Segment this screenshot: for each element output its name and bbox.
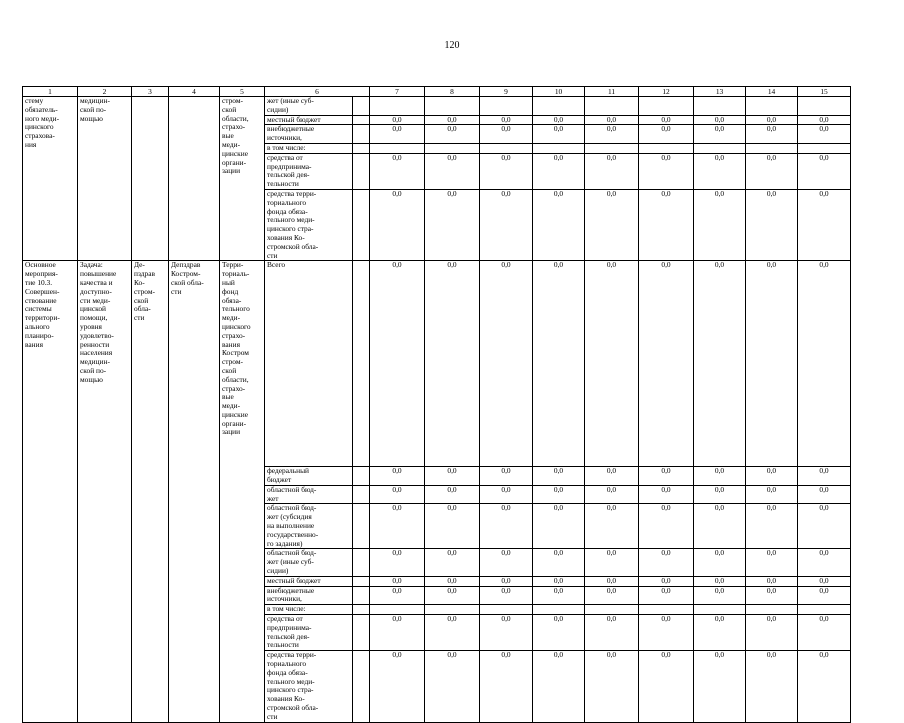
value-cell: 0,0 — [639, 485, 694, 504]
funding-source-cell: местный бюджет — [265, 576, 353, 586]
blank-cell — [353, 153, 370, 189]
value-cell: 0,0 — [480, 615, 533, 651]
blank-cell — [353, 651, 370, 722]
value-cell: 0,0 — [585, 261, 639, 467]
value-cell: 0,0 — [533, 153, 585, 189]
value-cell: 0,0 — [370, 576, 425, 586]
value-cell: 0,0 — [746, 467, 798, 486]
value-cell: 0,0 — [694, 485, 746, 504]
blank-cell — [353, 549, 370, 576]
value-cell: 0,0 — [746, 576, 798, 586]
value-cell: 0,0 — [370, 504, 425, 549]
funding-source-cell: внебюджетные источники, — [265, 586, 353, 605]
value-cell: 0,0 — [694, 261, 746, 467]
value-cell — [694, 97, 746, 116]
value-cell: 0,0 — [370, 549, 425, 576]
funding-source-cell: в том числе: — [265, 143, 353, 153]
value-cell: 0,0 — [480, 485, 533, 504]
value-cell: 0,0 — [585, 651, 639, 722]
measure-name-cell: стему обязатель- ного меди- цинского страхова- ния — [23, 97, 78, 261]
value-cell: 0,0 — [694, 189, 746, 260]
column-number-header: 10 — [533, 87, 585, 97]
responsible-cell: Де- пздрав Ко- стром- ской обла- сти — [132, 261, 169, 722]
funding-source-cell: средства от предпринима- тельской дея- тельности — [265, 615, 353, 651]
value-cell: 0,0 — [533, 115, 585, 125]
column-number-header: 9 — [480, 87, 533, 97]
blank-cell — [353, 261, 370, 467]
value-cell: 0,0 — [639, 189, 694, 260]
funding-source-cell: областной бюд- жет (иные суб- сидии) — [265, 549, 353, 576]
value-cell: 0,0 — [694, 651, 746, 722]
value-cell: 0,0 — [639, 504, 694, 549]
column-number-header: 15 — [798, 87, 851, 97]
measure-name-cell: Основное мероприя- тие 10.3. Совершен- ствование системы территори- ального планиро- вания — [23, 261, 78, 722]
page-number: 120 — [444, 40, 460, 51]
value-cell: 0,0 — [533, 651, 585, 722]
value-cell: 0,0 — [533, 125, 585, 144]
value-cell — [639, 97, 694, 116]
value-cell — [425, 97, 480, 116]
value-cell: 0,0 — [533, 467, 585, 486]
value-cell: 0,0 — [585, 615, 639, 651]
value-cell: 0,0 — [639, 125, 694, 144]
column-number-header: 6 — [265, 87, 370, 97]
blank-cell — [353, 615, 370, 651]
column-number-header: 1 — [23, 87, 78, 97]
value-cell: 0,0 — [480, 261, 533, 467]
funding-source-cell: средства от предпринима- тельской дея- тельности — [265, 153, 353, 189]
value-cell: 0,0 — [585, 586, 639, 605]
value-cell — [798, 605, 851, 615]
value-cell: 0,0 — [533, 189, 585, 260]
value-cell: 0,0 — [639, 153, 694, 189]
value-cell: 0,0 — [639, 261, 694, 467]
value-cell — [798, 97, 851, 116]
value-cell — [639, 605, 694, 615]
value-cell: 0,0 — [746, 125, 798, 144]
value-cell: 0,0 — [639, 651, 694, 722]
value-cell: 0,0 — [533, 261, 585, 467]
task-cell: Задача: повышение качества и доступно- сти меди- цинской помощи, уровня удовлетво- ренности населения медицин- ской по- мощью — [78, 261, 132, 722]
value-cell: 0,0 — [480, 651, 533, 722]
funding-source-cell: средства терри- ториального фонда обяза- тельного меди- цинского стра- хования Ко- стромской обла- сти — [265, 651, 353, 722]
funding-source-cell: областной бюд- жет (субсидия на выполнение государственно- го задания) — [265, 504, 353, 549]
value-cell: 0,0 — [370, 651, 425, 722]
responsible-cell — [132, 97, 169, 261]
value-cell: 0,0 — [533, 576, 585, 586]
value-cell: 0,0 — [370, 153, 425, 189]
value-cell — [425, 143, 480, 153]
value-cell: 0,0 — [694, 504, 746, 549]
blank-cell — [353, 586, 370, 605]
funding-source-cell: внебюджетные источники, — [265, 125, 353, 144]
value-cell: 0,0 — [694, 153, 746, 189]
value-cell: 0,0 — [798, 615, 851, 651]
value-cell: 0,0 — [694, 576, 746, 586]
value-cell: 0,0 — [639, 586, 694, 605]
funding-source-cell: Всего — [265, 261, 353, 467]
value-cell: 0,0 — [746, 485, 798, 504]
value-cell: 0,0 — [370, 586, 425, 605]
value-cell — [746, 143, 798, 153]
value-cell: 0,0 — [694, 615, 746, 651]
value-cell: 0,0 — [425, 586, 480, 605]
value-cell: 0,0 — [694, 586, 746, 605]
value-cell: 0,0 — [480, 125, 533, 144]
value-cell — [585, 605, 639, 615]
value-cell: 0,0 — [746, 153, 798, 189]
blank-cell — [353, 115, 370, 125]
funding-source-cell: федеральный бюджет — [265, 467, 353, 486]
value-cell: 0,0 — [370, 115, 425, 125]
value-cell: 0,0 — [425, 615, 480, 651]
value-cell: 0,0 — [425, 115, 480, 125]
value-cell: 0,0 — [370, 261, 425, 467]
column-number-header: 11 — [585, 87, 639, 97]
column-number-header: 12 — [639, 87, 694, 97]
value-cell: 0,0 — [425, 651, 480, 722]
header-row — [23, 87, 851, 97]
blank-cell — [353, 504, 370, 549]
funding-source-cell: областной бюд- жет — [265, 485, 353, 504]
value-cell: 0,0 — [480, 189, 533, 260]
value-cell: 0,0 — [694, 549, 746, 576]
value-cell — [533, 97, 585, 116]
column-number-header: 5 — [220, 87, 265, 97]
value-cell: 0,0 — [533, 615, 585, 651]
column-number-header: 4 — [169, 87, 220, 97]
value-cell: 0,0 — [798, 125, 851, 144]
value-cell: 0,0 — [480, 153, 533, 189]
budget-table — [22, 86, 851, 723]
blank-cell — [353, 189, 370, 260]
value-cell: 0,0 — [585, 576, 639, 586]
participants-cell: стром- ской области, страхо- вые меди- цинские органи- зации — [220, 97, 265, 261]
value-cell: 0,0 — [639, 549, 694, 576]
value-cell: 0,0 — [746, 115, 798, 125]
value-cell: 0,0 — [533, 549, 585, 576]
blank-cell — [353, 576, 370, 586]
value-cell: 0,0 — [425, 485, 480, 504]
value-cell: 0,0 — [480, 586, 533, 605]
value-cell: 0,0 — [425, 153, 480, 189]
value-cell: 0,0 — [585, 189, 639, 260]
value-cell: 0,0 — [746, 504, 798, 549]
value-cell: 0,0 — [370, 485, 425, 504]
value-cell: 0,0 — [746, 651, 798, 722]
blank-cell — [353, 125, 370, 144]
column-number-header: 2 — [78, 87, 132, 97]
value-cell — [746, 605, 798, 615]
value-cell: 0,0 — [585, 485, 639, 504]
value-cell: 0,0 — [425, 504, 480, 549]
column-number-header: 3 — [132, 87, 169, 97]
value-cell — [585, 97, 639, 116]
funding-source-cell: в том числе: — [265, 605, 353, 615]
value-cell — [480, 605, 533, 615]
value-cell: 0,0 — [798, 586, 851, 605]
value-cell — [480, 97, 533, 116]
value-cell: 0,0 — [798, 153, 851, 189]
value-cell — [694, 143, 746, 153]
value-cell: 0,0 — [585, 115, 639, 125]
value-cell — [370, 97, 425, 116]
table-row — [23, 261, 851, 467]
column-number-header: 14 — [746, 87, 798, 97]
executor-cell — [169, 97, 220, 261]
task-cell: медицин- ской по- мощью — [78, 97, 132, 261]
funding-source-cell: жет (иные суб- сидии) — [265, 97, 353, 116]
value-cell: 0,0 — [746, 549, 798, 576]
blank-cell — [353, 97, 370, 116]
funding-source-cell: местный бюджет — [265, 115, 353, 125]
value-cell: 0,0 — [798, 189, 851, 260]
blank-cell — [353, 467, 370, 486]
value-cell — [533, 143, 585, 153]
value-cell: 0,0 — [480, 504, 533, 549]
value-cell: 0,0 — [585, 467, 639, 486]
value-cell — [480, 143, 533, 153]
value-cell: 0,0 — [480, 576, 533, 586]
value-cell: 0,0 — [746, 189, 798, 260]
value-cell: 0,0 — [694, 125, 746, 144]
value-cell: 0,0 — [746, 261, 798, 467]
value-cell — [533, 605, 585, 615]
value-cell: 0,0 — [694, 467, 746, 486]
column-number-header: 13 — [694, 87, 746, 97]
blank-cell — [353, 485, 370, 504]
value-cell: 0,0 — [639, 115, 694, 125]
value-cell: 0,0 — [798, 261, 851, 467]
value-cell: 0,0 — [370, 615, 425, 651]
value-cell — [798, 143, 851, 153]
value-cell: 0,0 — [370, 125, 425, 144]
column-number-header: 8 — [425, 87, 480, 97]
value-cell: 0,0 — [425, 125, 480, 144]
value-cell: 0,0 — [798, 485, 851, 504]
value-cell: 0,0 — [798, 115, 851, 125]
value-cell: 0,0 — [480, 549, 533, 576]
value-cell: 0,0 — [585, 153, 639, 189]
executor-cell: Депздрав Костром- ской обла- сти — [169, 261, 220, 722]
value-cell: 0,0 — [798, 651, 851, 722]
value-cell: 0,0 — [425, 189, 480, 260]
value-cell: 0,0 — [370, 467, 425, 486]
table-row — [23, 97, 851, 116]
value-cell: 0,0 — [480, 467, 533, 486]
funding-source-cell: средства терри- ториального фонда обяза- тельного меди- цинского стра- хования Ко- стромской обла- сти — [265, 189, 353, 260]
value-cell: 0,0 — [639, 615, 694, 651]
value-cell: 0,0 — [798, 549, 851, 576]
blank-cell — [353, 143, 370, 153]
value-cell: 0,0 — [585, 504, 639, 549]
value-cell — [370, 143, 425, 153]
value-cell — [746, 97, 798, 116]
blank-cell — [353, 605, 370, 615]
value-cell: 0,0 — [746, 586, 798, 605]
value-cell: 0,0 — [425, 576, 480, 586]
value-cell: 0,0 — [425, 467, 480, 486]
value-cell: 0,0 — [533, 586, 585, 605]
value-cell — [694, 605, 746, 615]
value-cell — [585, 143, 639, 153]
value-cell: 0,0 — [798, 504, 851, 549]
value-cell: 0,0 — [798, 576, 851, 586]
value-cell: 0,0 — [585, 549, 639, 576]
participants-cell: Терри- ториаль- ный фонд обяза- тельного меди- цинского страхо- вания Костром стром- ской области, страхо- вые меди- цинские органи- зации — [220, 261, 265, 722]
value-cell: 0,0 — [533, 504, 585, 549]
value-cell — [425, 605, 480, 615]
value-cell: 0,0 — [639, 467, 694, 486]
value-cell: 0,0 — [639, 576, 694, 586]
value-cell: 0,0 — [746, 615, 798, 651]
column-number-header: 7 — [370, 87, 425, 97]
value-cell: 0,0 — [425, 261, 480, 467]
value-cell: 0,0 — [798, 467, 851, 486]
value-cell: 0,0 — [585, 125, 639, 144]
value-cell — [370, 605, 425, 615]
value-cell: 0,0 — [533, 485, 585, 504]
value-cell: 0,0 — [425, 549, 480, 576]
value-cell: 0,0 — [694, 115, 746, 125]
value-cell — [639, 143, 694, 153]
value-cell: 0,0 — [370, 189, 425, 260]
value-cell: 0,0 — [480, 115, 533, 125]
